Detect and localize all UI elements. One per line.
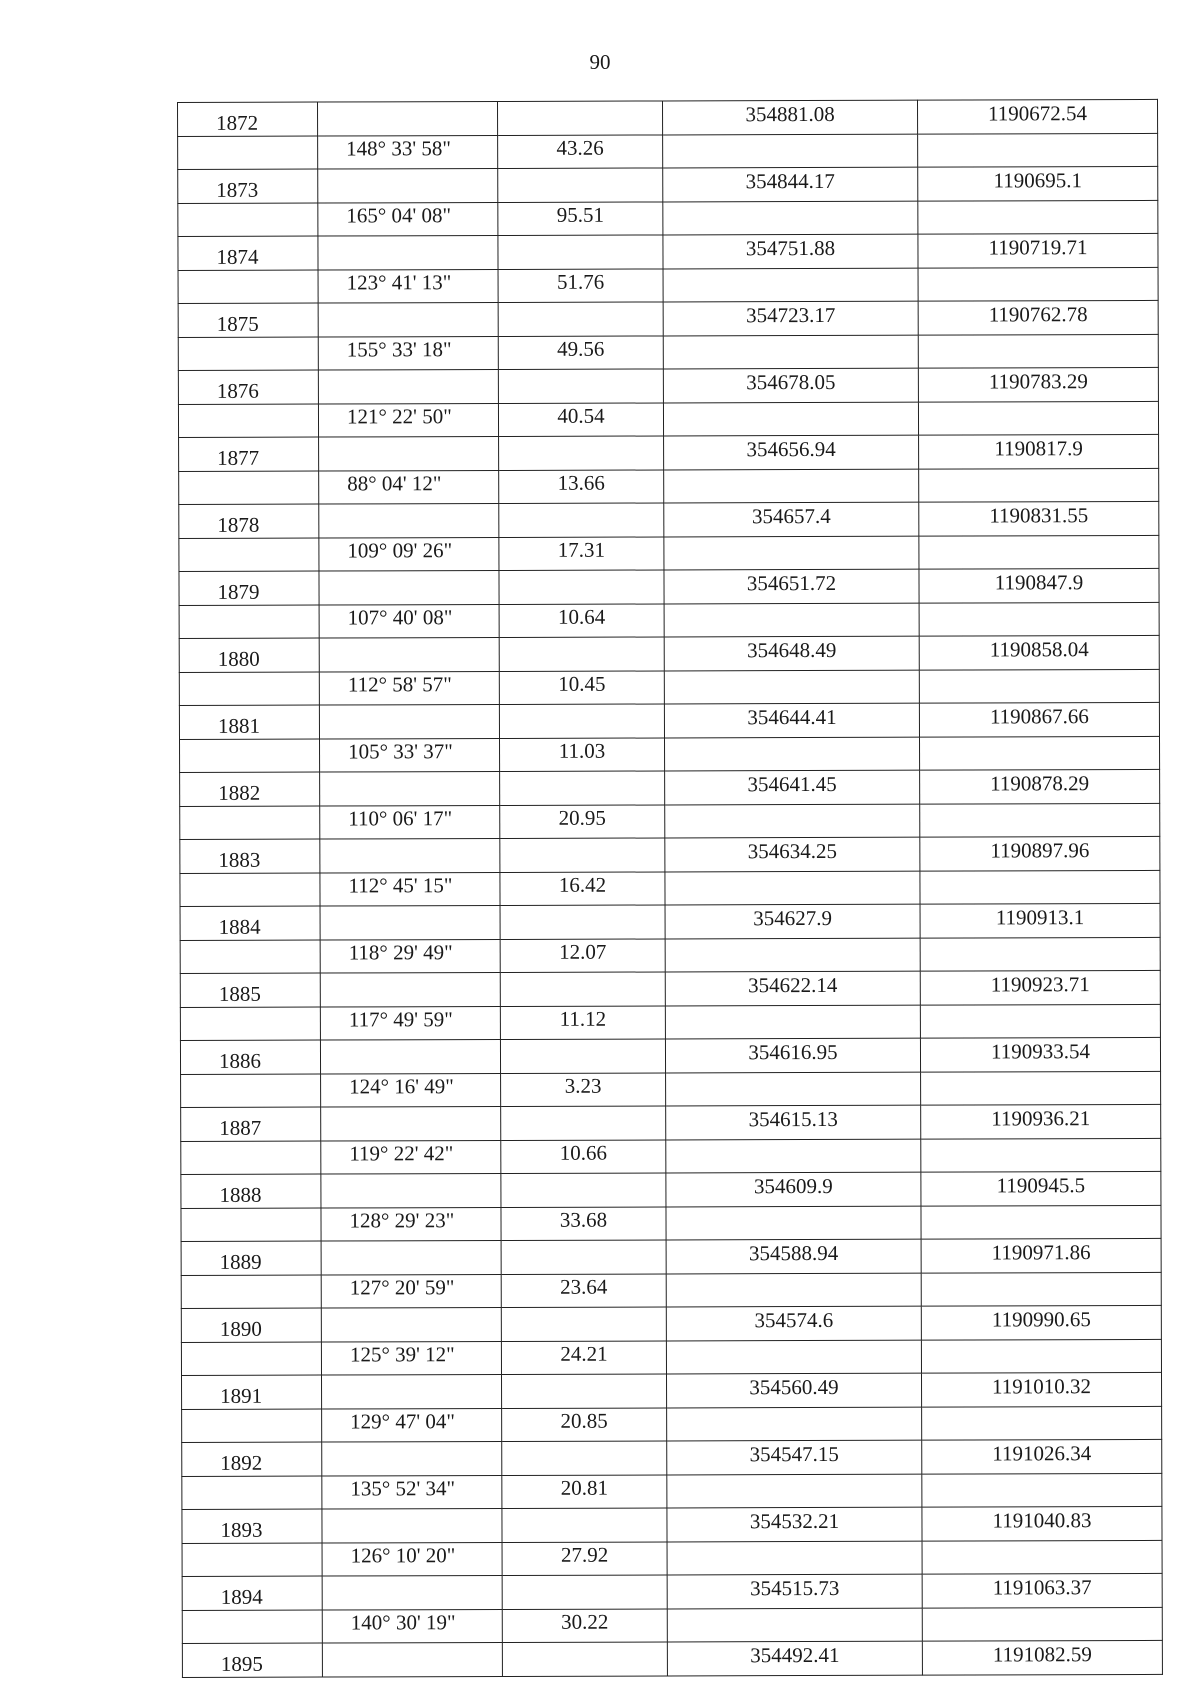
bearing-cell — [321, 1106, 501, 1141]
y-coordinate-cell: 1190913.1 — [920, 903, 1160, 938]
y-coordinate-cell: 1191010.32 — [921, 1372, 1161, 1407]
y-coordinate-cell: 1190719.71 — [918, 233, 1158, 268]
survey-coordinates-table — [177, 99, 1163, 1678]
point-id-cell: 1884 — [180, 906, 320, 940]
x-coordinate-cell — [666, 1139, 921, 1173]
y-coordinate-cell — [919, 669, 1159, 703]
distance-cell: 10.64 — [499, 604, 664, 638]
y-coordinate-cell: 1191026.34 — [922, 1439, 1162, 1474]
x-coordinate-cell: 354492.41 — [667, 1641, 922, 1676]
distance-cell: 10.45 — [499, 671, 664, 705]
point-id-cell: 1888 — [181, 1174, 321, 1208]
point-id-cell: 1890 — [181, 1308, 321, 1342]
point-row — [179, 568, 1159, 605]
y-coordinate-cell — [921, 1339, 1161, 1373]
point-row — [182, 1573, 1162, 1610]
point-id-cell — [181, 1141, 321, 1174]
bearing-cell: 127° 20' 59" — [321, 1274, 501, 1308]
y-coordinate-cell — [920, 1004, 1160, 1038]
y-coordinate-cell — [921, 1138, 1161, 1172]
y-coordinate-cell: 1190936.21 — [921, 1104, 1161, 1139]
point-row — [182, 1640, 1162, 1677]
bearing-cell — [320, 905, 500, 940]
point-id-cell: 1874 — [178, 236, 318, 270]
x-coordinate-cell: 354657.4 — [664, 502, 919, 537]
x-coordinate-cell: 354615.13 — [666, 1105, 921, 1140]
point-row — [182, 1439, 1162, 1476]
point-row — [179, 702, 1159, 739]
distance-cell: 27.92 — [502, 1542, 667, 1576]
x-coordinate-cell: 354844.17 — [663, 167, 918, 202]
bearing-cell: 123° 41' 13" — [318, 269, 498, 303]
distance-cell: 23.64 — [501, 1274, 666, 1308]
bearing-cell: 135° 52' 34" — [322, 1475, 502, 1509]
bearing-cell — [318, 302, 498, 337]
bearing-cell — [319, 570, 499, 605]
point-id-cell — [178, 404, 318, 437]
segment-row — [181, 1272, 1161, 1308]
x-coordinate-cell — [666, 1072, 921, 1106]
point-id-cell: 1886 — [180, 1040, 320, 1074]
x-coordinate-cell — [664, 603, 919, 637]
segment-row — [180, 1004, 1160, 1040]
x-coordinate-cell: 354641.45 — [665, 770, 920, 805]
y-coordinate-cell — [920, 937, 1160, 971]
point-row — [181, 1305, 1161, 1342]
point-row — [182, 1506, 1162, 1543]
distance-cell — [499, 637, 664, 672]
x-coordinate-cell — [664, 536, 919, 570]
y-coordinate-cell — [918, 334, 1158, 368]
point-id-cell — [178, 270, 318, 303]
distance-cell — [501, 1374, 666, 1409]
x-coordinate-cell — [663, 402, 918, 436]
y-coordinate-cell — [920, 870, 1160, 904]
x-coordinate-cell: 354723.17 — [663, 301, 918, 336]
bearing-cell — [322, 1642, 502, 1677]
y-coordinate-cell — [919, 468, 1159, 502]
x-coordinate-cell — [665, 1005, 920, 1039]
bearing-cell: 128° 29' 23" — [321, 1207, 501, 1241]
distance-cell: 40.54 — [498, 403, 663, 437]
bearing-cell: 110° 06' 17" — [320, 805, 500, 839]
segment-row — [182, 1406, 1162, 1442]
point-id-cell — [179, 538, 319, 571]
segment-row — [181, 1138, 1161, 1174]
distance-cell: 12.07 — [500, 939, 665, 973]
bearing-cell: 117° 49' 59" — [320, 1006, 500, 1040]
x-coordinate-cell — [665, 804, 920, 838]
point-id-cell: 1889 — [181, 1241, 321, 1275]
bearing-cell — [322, 1508, 502, 1543]
distance-cell: 30.22 — [502, 1609, 667, 1643]
point-row — [180, 769, 1160, 806]
y-coordinate-cell: 1191040.83 — [922, 1506, 1162, 1541]
bearing-cell: 165° 04' 08" — [318, 202, 498, 236]
x-coordinate-cell — [667, 1407, 922, 1441]
x-coordinate-cell — [667, 1541, 922, 1575]
distance-cell — [500, 905, 665, 940]
y-coordinate-cell — [919, 736, 1159, 770]
point-row — [179, 434, 1159, 471]
distance-cell — [500, 972, 665, 1007]
bearing-cell — [322, 1575, 502, 1610]
survey-table-body — [178, 99, 1163, 1677]
y-coordinate-cell: 1190817.9 — [919, 434, 1159, 469]
distance-cell — [502, 1441, 667, 1476]
distance-cell — [499, 570, 664, 605]
segment-row — [181, 1205, 1161, 1241]
y-coordinate-cell: 1190945.5 — [921, 1171, 1161, 1206]
x-coordinate-cell — [665, 871, 920, 905]
x-coordinate-cell — [664, 469, 919, 503]
bearing-cell: 129° 47' 04" — [322, 1408, 502, 1442]
bearing-cell — [322, 1374, 502, 1409]
bearing-cell — [319, 637, 499, 672]
bearing-cell: 105° 33' 37" — [320, 738, 500, 772]
point-row — [181, 1104, 1161, 1141]
y-coordinate-cell — [920, 803, 1160, 837]
point-id-cell: 1891 — [182, 1375, 322, 1409]
point-row — [180, 836, 1160, 873]
x-coordinate-cell: 354881.08 — [662, 100, 917, 135]
x-coordinate-cell: 354651.72 — [664, 569, 919, 604]
bearing-cell: 126° 10' 20" — [322, 1542, 502, 1576]
distance-cell: 95.51 — [498, 202, 663, 236]
x-coordinate-cell — [666, 1340, 921, 1374]
point-id-cell: 1875 — [178, 303, 318, 337]
point-id-cell — [181, 1074, 321, 1107]
point-id-cell — [179, 672, 319, 705]
x-coordinate-cell: 354574.6 — [666, 1306, 921, 1341]
bearing-cell: 140° 30' 19" — [322, 1609, 502, 1643]
point-id-cell — [180, 1007, 320, 1040]
distance-cell — [498, 168, 663, 203]
segment-row — [182, 1607, 1162, 1643]
bearing-cell: 112° 45' 15" — [320, 872, 500, 906]
distance-cell: 20.95 — [500, 805, 665, 839]
x-coordinate-cell — [665, 938, 920, 972]
point-row — [181, 1171, 1161, 1208]
distance-cell — [501, 1240, 666, 1275]
segment-row — [178, 267, 1158, 303]
point-row — [178, 166, 1158, 203]
x-coordinate-cell: 354751.88 — [663, 234, 918, 269]
distance-cell — [500, 771, 665, 806]
bearing-cell: 88° 04' 12" — [319, 470, 499, 504]
y-coordinate-cell: 1190762.78 — [918, 300, 1158, 335]
segment-row — [179, 669, 1159, 705]
y-coordinate-cell — [921, 1205, 1161, 1239]
y-coordinate-cell: 1190831.55 — [919, 501, 1159, 536]
x-coordinate-cell: 354515.73 — [667, 1574, 922, 1609]
x-coordinate-cell — [664, 670, 919, 704]
bearing-cell: 109° 09' 26" — [319, 537, 499, 571]
y-coordinate-cell — [919, 602, 1159, 636]
y-coordinate-cell: 1190858.04 — [919, 635, 1159, 670]
bearing-cell — [319, 704, 499, 739]
x-coordinate-cell: 354560.49 — [666, 1373, 921, 1408]
y-coordinate-cell: 1191082.59 — [922, 1640, 1162, 1675]
point-id-cell: 1881 — [179, 705, 319, 739]
bearing-cell — [318, 101, 498, 136]
y-coordinate-cell: 1190897.96 — [920, 836, 1160, 871]
segment-row — [178, 401, 1158, 437]
point-id-cell — [180, 739, 320, 772]
y-coordinate-cell — [918, 133, 1158, 167]
x-coordinate-cell: 354616.95 — [665, 1038, 920, 1073]
y-coordinate-cell — [922, 1540, 1162, 1574]
x-coordinate-cell — [663, 134, 918, 168]
segment-row — [180, 870, 1160, 906]
point-id-cell — [180, 806, 320, 839]
point-id-cell: 1873 — [178, 169, 318, 203]
y-coordinate-cell — [922, 1473, 1162, 1507]
point-id-cell — [180, 873, 320, 906]
y-coordinate-cell: 1190923.71 — [920, 970, 1160, 1005]
y-coordinate-cell: 1190847.9 — [919, 568, 1159, 603]
point-row — [182, 1372, 1162, 1409]
y-coordinate-cell: 1190783.29 — [918, 367, 1158, 402]
x-coordinate-cell: 354609.9 — [666, 1172, 921, 1207]
bearing-cell: 148° 33' 58" — [318, 135, 498, 169]
segment-row — [178, 334, 1158, 370]
distance-cell: 13.66 — [499, 470, 664, 504]
y-coordinate-cell — [921, 1272, 1161, 1306]
bearing-cell — [319, 436, 499, 471]
distance-cell — [499, 704, 664, 739]
x-coordinate-cell: 354648.49 — [664, 636, 919, 671]
bearing-cell: 112° 58' 57" — [319, 671, 499, 705]
point-id-cell — [178, 203, 318, 236]
distance-cell — [502, 1642, 667, 1677]
y-coordinate-cell: 1190672.54 — [917, 99, 1157, 134]
distance-cell: 51.76 — [498, 269, 663, 303]
distance-cell — [498, 235, 663, 270]
bearing-cell: 107° 40' 08" — [319, 604, 499, 638]
x-coordinate-cell: 354532.21 — [667, 1507, 922, 1542]
y-coordinate-cell: 1190695.1 — [918, 166, 1158, 201]
distance-cell: 11.12 — [500, 1006, 665, 1040]
bearing-cell — [320, 838, 500, 873]
distance-cell — [502, 1575, 667, 1610]
y-coordinate-cell: 1190971.86 — [921, 1238, 1161, 1273]
x-coordinate-cell: 354656.94 — [664, 435, 919, 470]
x-coordinate-cell — [663, 201, 918, 235]
point-id-cell: 1880 — [179, 638, 319, 672]
point-row — [178, 367, 1158, 404]
point-row — [180, 903, 1160, 940]
segment-row — [181, 1339, 1161, 1375]
point-id-cell: 1876 — [178, 370, 318, 404]
point-id-cell: 1882 — [180, 772, 320, 806]
segment-row — [182, 1473, 1162, 1509]
y-coordinate-cell — [922, 1406, 1162, 1440]
segment-row — [178, 200, 1158, 236]
segment-row — [180, 803, 1160, 839]
distance-cell: 11.03 — [500, 738, 665, 772]
segment-row — [179, 468, 1159, 504]
x-coordinate-cell — [665, 737, 920, 771]
bearing-cell — [318, 168, 498, 203]
point-id-cell — [182, 1409, 322, 1442]
distance-cell: 24.21 — [501, 1341, 666, 1375]
point-id-cell: 1883 — [180, 839, 320, 873]
bearing-cell: 118° 29' 49" — [320, 939, 500, 973]
bearing-cell — [318, 235, 498, 270]
segment-row — [179, 602, 1159, 638]
point-id-cell — [179, 471, 319, 504]
segment-row — [180, 937, 1160, 973]
distance-cell — [500, 1039, 665, 1074]
segment-row — [182, 1540, 1162, 1576]
x-coordinate-cell: 354622.14 — [665, 971, 920, 1006]
y-coordinate-cell: 1190990.65 — [921, 1305, 1161, 1340]
point-id-cell: 1872 — [178, 102, 318, 136]
distance-cell — [498, 369, 663, 404]
point-row — [181, 1238, 1161, 1275]
distance-cell: 20.85 — [502, 1408, 667, 1442]
point-id-cell — [178, 136, 318, 169]
point-id-cell — [179, 605, 319, 638]
distance-cell — [499, 436, 664, 471]
distance-cell — [498, 302, 663, 337]
distance-cell: 16.42 — [500, 872, 665, 906]
x-coordinate-cell — [666, 1273, 921, 1307]
distance-cell: 10.66 — [501, 1140, 666, 1174]
point-row — [178, 300, 1158, 337]
x-coordinate-cell — [666, 1206, 921, 1240]
distance-cell: 49.56 — [498, 336, 663, 370]
segment-row — [181, 1071, 1161, 1107]
y-coordinate-cell — [922, 1607, 1162, 1641]
x-coordinate-cell: 354678.05 — [663, 368, 918, 403]
point-row — [178, 99, 1158, 136]
distance-cell: 20.81 — [502, 1475, 667, 1509]
point-id-cell — [181, 1208, 321, 1241]
x-coordinate-cell: 354627.9 — [665, 904, 920, 939]
distance-cell: 3.23 — [501, 1073, 666, 1107]
y-coordinate-cell: 1190878.29 — [920, 769, 1160, 804]
point-id-cell — [182, 1543, 322, 1576]
point-id-cell — [181, 1342, 321, 1375]
point-row — [180, 1037, 1160, 1074]
point-id-cell — [182, 1610, 322, 1643]
distance-cell — [498, 101, 663, 136]
bearing-cell — [320, 972, 500, 1007]
point-row — [178, 233, 1158, 270]
x-coordinate-cell: 354644.41 — [664, 703, 919, 738]
y-coordinate-cell — [919, 535, 1159, 569]
bearing-cell: 155° 33' 18" — [318, 336, 498, 370]
bearing-cell — [322, 1441, 502, 1476]
page-number: 90 — [589, 50, 611, 74]
bearing-cell — [321, 1240, 501, 1275]
bearing-cell: 121° 22' 50" — [318, 403, 498, 437]
bearing-cell: 124° 16' 49" — [321, 1073, 501, 1107]
point-id-cell: 1879 — [179, 571, 319, 605]
x-coordinate-cell: 354547.15 — [667, 1440, 922, 1475]
distance-cell — [499, 503, 664, 538]
y-coordinate-cell — [918, 267, 1158, 301]
point-id-cell: 1894 — [182, 1576, 322, 1610]
x-coordinate-cell — [663, 268, 918, 302]
bearing-cell — [321, 1173, 501, 1208]
bearing-cell: 119° 22' 42" — [321, 1140, 501, 1174]
segment-row — [178, 133, 1158, 169]
point-row — [179, 501, 1159, 538]
point-id-cell: 1887 — [181, 1107, 321, 1141]
y-coordinate-cell — [918, 401, 1158, 435]
y-coordinate-cell — [921, 1071, 1161, 1105]
point-id-cell: 1893 — [182, 1509, 322, 1543]
segment-row — [180, 736, 1160, 772]
y-coordinate-cell: 1190867.66 — [919, 702, 1159, 737]
survey-table-container — [177, 99, 1162, 1678]
x-coordinate-cell — [667, 1474, 922, 1508]
point-row — [180, 970, 1160, 1007]
distance-cell: 17.31 — [499, 537, 664, 571]
distance-cell — [501, 1173, 666, 1208]
point-id-cell — [181, 1275, 321, 1308]
point-id-cell: 1895 — [182, 1643, 322, 1677]
distance-cell — [502, 1508, 667, 1543]
distance-cell — [501, 1307, 666, 1342]
bearing-cell — [321, 1307, 501, 1342]
bearing-cell — [320, 1039, 500, 1074]
x-coordinate-cell: 354588.94 — [666, 1239, 921, 1274]
bearing-cell — [319, 503, 499, 538]
bearing-cell — [320, 771, 500, 806]
x-coordinate-cell — [667, 1608, 922, 1642]
point-row — [179, 635, 1159, 672]
point-id-cell — [182, 1476, 322, 1509]
point-id-cell — [180, 940, 320, 973]
point-id-cell: 1885 — [180, 973, 320, 1007]
point-id-cell: 1892 — [182, 1442, 322, 1476]
point-id-cell: 1877 — [179, 437, 319, 471]
distance-cell — [500, 838, 665, 873]
bearing-cell: 125° 39' 12" — [321, 1341, 501, 1375]
y-coordinate-cell: 1190933.54 — [920, 1037, 1160, 1072]
x-coordinate-cell: 354634.25 — [665, 837, 920, 872]
distance-cell: 33.68 — [501, 1207, 666, 1241]
point-id-cell: 1878 — [179, 504, 319, 538]
x-coordinate-cell — [663, 335, 918, 369]
segment-row — [179, 535, 1159, 571]
distance-cell — [501, 1106, 666, 1141]
y-coordinate-cell — [918, 200, 1158, 234]
distance-cell: 43.26 — [498, 135, 663, 169]
bearing-cell — [318, 369, 498, 404]
point-id-cell — [178, 337, 318, 370]
y-coordinate-cell: 1191063.37 — [922, 1573, 1162, 1608]
